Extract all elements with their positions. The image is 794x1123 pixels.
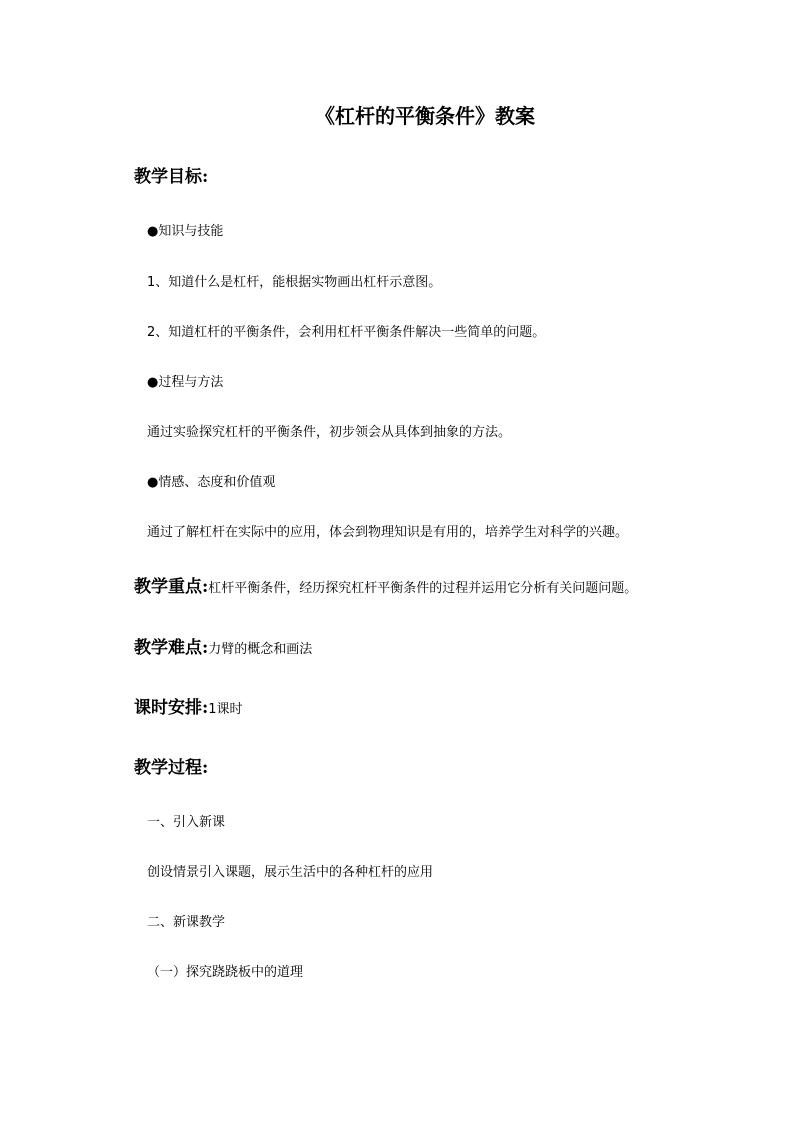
document-title: 《杠杆的平衡条件》教案	[315, 104, 535, 128]
process-heading: 教学过程:	[134, 758, 209, 778]
step-2-heading: 二、新课教学	[147, 915, 226, 930]
difficulty-text: 力臂的概念和画法	[208, 642, 313, 657]
key-points-text: 杠杆平衡条件，经历探究杠杆平衡条件的过程并运用它分析有关问题问题。	[208, 581, 638, 596]
schedule-text: 1课时	[208, 702, 243, 717]
difficulty-row	[134, 640, 312, 657]
step-2-sub-1: （一）探究跷跷板中的道理	[147, 965, 304, 980]
knowledge-item-1: 1、知道什么是杠杆，能根据实物画出杠杆示意图。	[147, 275, 442, 290]
schedule-row	[134, 700, 243, 717]
emotion-values-text: 通过了解杠杆在实际中的应用，体会到物理知识是有用的，培养学生对科学的兴趣。	[147, 525, 629, 540]
process-methods-subheading: ●过程与方法	[147, 375, 224, 390]
key-points-row	[134, 579, 637, 596]
step-1-heading: 一、引入新课	[147, 815, 226, 830]
knowledge-item-2: 2、知道杠杆的平衡条件，会利用杠杆平衡条件解决一些简单的问题。	[147, 325, 546, 340]
difficulty-label: 教学难点:	[134, 638, 209, 658]
key-points-label: 教学重点:	[134, 577, 209, 597]
emotion-values-subheading: ●情感、态度和价值观	[147, 475, 276, 490]
schedule-label: 课时安排:	[134, 698, 209, 718]
objectives-heading: 教学目标:	[134, 167, 209, 187]
knowledge-skills-subheading: ●知识与技能	[147, 224, 224, 239]
process-methods-text: 通过实验探究杠杆的平衡条件，初步领会从具体到抽象的方法。	[147, 425, 512, 440]
step-1-text: 创设情景引入课题，展示生活中的各种杠杆的应用	[147, 865, 434, 880]
